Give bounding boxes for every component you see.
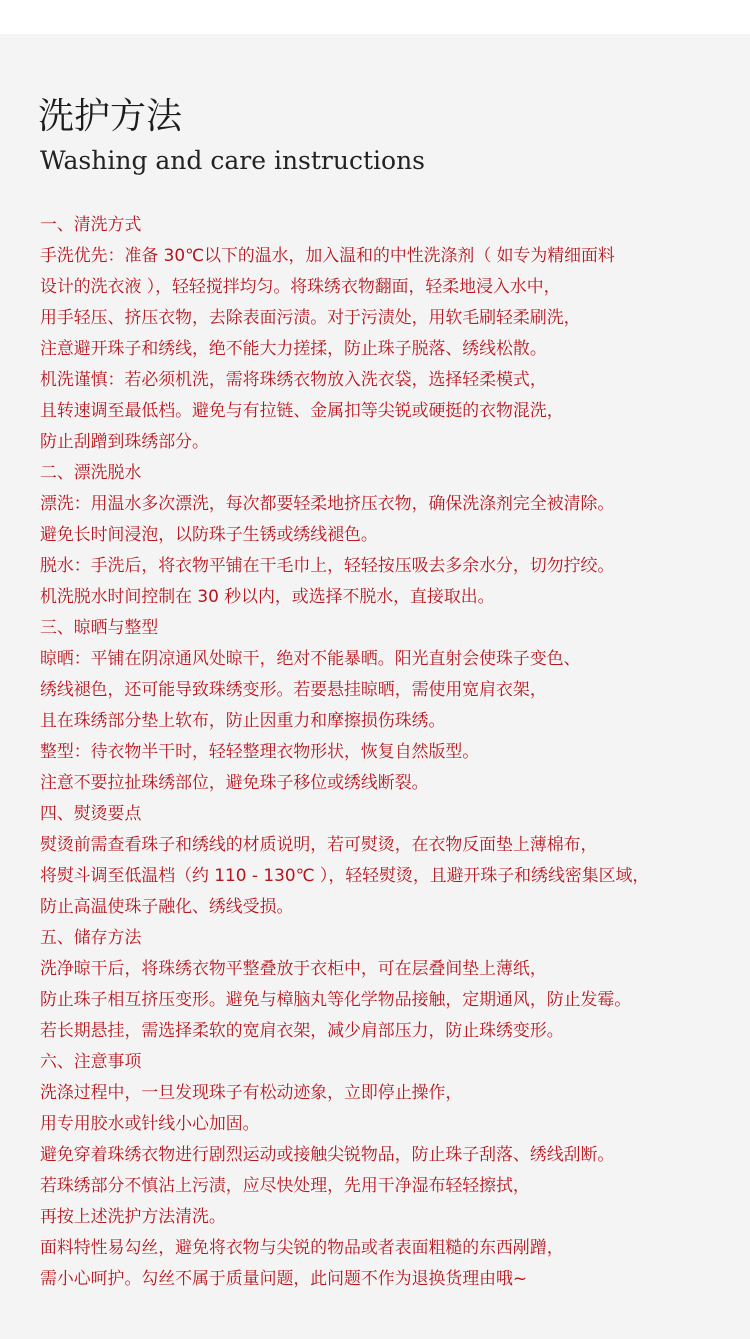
instruction-line: 且在珠绣部分垫上软布，防止因重力和摩擦损伤珠绣。 (40, 710, 446, 730)
instruction-line: 六、注意事项 (40, 1051, 142, 1071)
top-white-strip (0, 0, 750, 34)
instruction-line: 手洗优先：准备 30℃以下的温水，加入温和的中性洗涤剂（ 如专为精细面料 (40, 245, 615, 265)
instruction-line: 绣线褪色，还可能导致珠绣变形。若要悬挂晾晒，需使用宽肩衣架， (40, 679, 547, 699)
instruction-line: 一、清洗方式 (40, 214, 142, 234)
instruction-line: 晾晒：平铺在阴凉通风处晾干，绝对不能暴晒。阳光直射会使珠子变色、 (40, 648, 581, 668)
instruction-line: 需小心呵护。勾丝不属于质量问题，此问题不作为退换货理由哦~ (40, 1268, 528, 1288)
instruction-line: 脱水：手洗后，将衣物平铺在干毛巾上，轻轻按压吸去多余水分，切勿拧绞。 (40, 555, 615, 575)
instruction-line: 洗净晾干后，将珠绣衣物平整叠放于衣柜中，可在层叠间垫上薄纸， (40, 958, 547, 978)
instruction-line: 三、晾晒与整型 (40, 617, 159, 637)
instruction-line: 洗涤过程中，一旦发现珠子有松动迹象，立即停止操作， (40, 1082, 463, 1102)
page-title: 洗护方法 (38, 96, 183, 137)
instruction-line: 若珠绣部分不慎沾上污渍，应尽快处理，先用干净湿布轻轻擦拭， (40, 1175, 530, 1195)
instruction-line: 防止刮蹭到珠绣部分。 (40, 431, 209, 451)
instruction-line: 防止珠子相互挤压变形。避免与樟脑丸等化学物品接触，定期通风，防止发霉。 (40, 989, 632, 1009)
page-subtitle: Washing and care instructions (40, 146, 426, 175)
instruction-line: 将熨斗调至低温档（约 110 - 130℃ ），轻轻熨烫，且避开珠子和绣线密集区域， (40, 865, 650, 885)
instruction-line: 熨烫前需查看珠子和绣线的材质说明，若可熨烫，在衣物反面垫上薄棉布， (40, 834, 598, 854)
instruction-line: 再按上述洗护方法清洗。 (40, 1206, 226, 1226)
instruction-line: 防止高温使珠子融化、绣线受损。 (40, 896, 294, 916)
instruction-line: 漂洗：用温水多次漂洗，每次都要轻柔地挤压衣物，确保洗涤剂完全被清除。 (40, 493, 615, 513)
care-instructions-body (40, 209, 750, 1294)
instruction-line: 注意不要拉扯珠绣部位，避免珠子移位或绣线断裂。 (40, 772, 429, 792)
instruction-line: 且转速调至最低档。避免与有拉链、金属扣等尖锐或硬挺的衣物混洗， (40, 400, 564, 420)
instruction-line: 四、熨烫要点 (40, 803, 142, 823)
instruction-line: 机洗脱水时间控制在 30 秒以内，或选择不脱水，直接取出。 (40, 586, 495, 606)
instruction-line: 二、漂洗脱水 (40, 462, 142, 482)
instruction-line: 整型：待衣物半干时，轻轻整理衣物形状，恢复自然版型。 (40, 741, 480, 761)
instruction-line: 面料特性易勾丝，避免将衣物与尖锐的物品或者表面粗糙的东西剐蹭， (40, 1237, 564, 1257)
instruction-line: 五、储存方法 (40, 927, 142, 947)
instruction-line: 避免长时间浸泡，以防珠子生锈或绣线褪色。 (40, 524, 378, 544)
instruction-line: 机洗谨慎：若必须机洗，需将珠绣衣物放入洗衣袋，选择轻柔模式， (40, 369, 547, 389)
instruction-line: 避免穿着珠绣衣物进行剧烈运动或接触尖锐物品，防止珠子刮落、绣线刮断。 (40, 1144, 615, 1164)
instruction-line: 用手轻压、挤压衣物，去除表面污渍。对于污渍处，用软毛刷轻柔刷洗， (40, 307, 581, 327)
instruction-line: 用专用胶水或针线小心加固。 (40, 1113, 260, 1133)
instruction-line: 注意避开珠子和绣线，绝不能大力搓揉，防止珠子脱落、绣线松散。 (40, 338, 547, 358)
instruction-line: 设计的洗衣液 ），轻轻搅拌均匀。将珠绣衣物翻面，轻柔地浸入水中， (40, 276, 561, 296)
instruction-line: 若长期悬挂，需选择柔软的宽肩衣架，减少肩部压力，防止珠绣变形。 (40, 1020, 564, 1040)
